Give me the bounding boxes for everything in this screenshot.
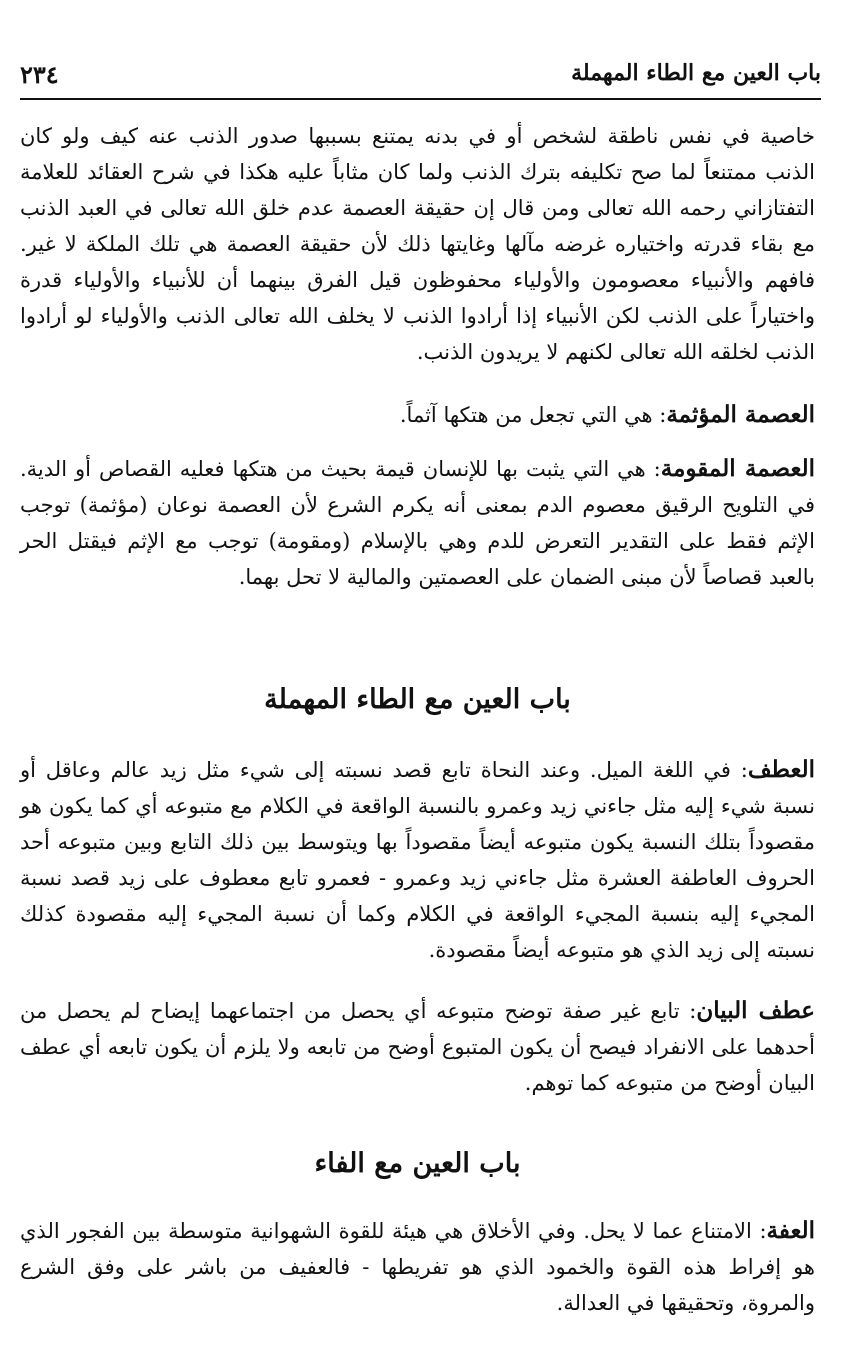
page-number: ٢٣٤ — [20, 60, 59, 89]
entry-iffah — [20, 1213, 815, 1321]
paragraph-text: خاصية في نفس ناطقة لشخص أو في بدنه يمتنع بسببها صدور الذنب عنه كيف ولو كان الذنب ممتنعاً لما صح تكليفه بترك الذنب ولما كان مثاباً عليه هكذا في شرح العقائد للعلامة التفتازاني رحمه الله تعالى ومن قال إن حقيقة العصمة عدم خلق الله تعالى في العبد الذنب مع بقاء قدرته واختياره غرضه مآلها وغايتها ذلك لأن حقيقة العصمة هي تلك الملكة لا غير. فافهم والأنبياء معصومون والأولياء محفوظون قيل الفرق بينهما أن للأنبياء والأولياء قدرة واختياراً على الذنب لكن الأنبياء إذا أرادوا الذنب لا يخلف الله تعالى الذنب والأولياء لو أرادوا الذنب لخلقه الله تعالى لكنهم لا يريدون الذنب. — [20, 124, 815, 364]
running-header — [20, 58, 821, 100]
chapter-heading-ayn-ta: باب العين مع الطاء المهملة — [264, 684, 571, 715]
entry-term: العصمة المقومة — [660, 455, 815, 482]
entry-text: : في اللغة الميل. وعند النحاة تابع قصد نسبته إلى شيء مثل زيد عالم وعاقل أو نسبة شيء إليه مثل جاءني زيد وعمرو بالنسبة الواقعة في الكلام مع متبوعه أي كما يكون هو مقصوداً بتلك النسبة يكون متبوعه أيضاً مقصوداً بها ويتوسط بين ذلك التابع وبين متبوعه أحد الحروف العاطفة العشرة مثل جاءني زيد وعمرو - فعمرو تابع معطوف على زيد قصد نسبة المجيء إليه بنسبة المجيء الواقعة في الكلام وكما أن نسبة المجيء إليه مقصودة كذلك نسبته إلى زيد الذي هو متبوعه أيضاً مقصودة. — [20, 758, 815, 962]
entry-text: : هي التي يثبت بها للإنسان قيمة بحيث من هتكها فعليه القصاص أو الدية. في التلويح الرقيق معصوم الدم بمعنى أنه يكرم الشرع لأن العصمة نوعان (مؤثمة) توجب الإثم فقط على التقدير التعرض للدم وهي بالإسلام (ومقومة) توجب مع الإثم فيقتل الحر بالعبد قصاصاً لأن مبنى الضمان على العصمتين والمالية لا تحل بهما. — [20, 457, 815, 589]
entry-term: عطف البيان — [696, 997, 816, 1024]
entry-term: العفة — [766, 1217, 815, 1244]
entry-atf-bayan — [20, 993, 815, 1101]
entry-term: العطف — [747, 756, 815, 783]
entry-atf — [20, 752, 815, 968]
entry-term: العصمة المؤثمة — [666, 401, 815, 428]
paragraph-ismah-definition — [20, 118, 815, 370]
entry-text: : الامتناع عما لا يحل. وفي الأخلاق هي هيئة للقوة الشهوانية متوسطة بين الفجور الذي هو إفراط هذه القوة والخمود الذي هو تفريطها - فالعفيف من باشر على وفق الشرع والمروة، وتحقيقها في العدالة. — [20, 1219, 815, 1315]
entry-ismah-muqawwimah — [20, 451, 815, 595]
running-title: باب العين مع الطاء المهملة — [571, 60, 821, 86]
entry-ismah-muaththimah — [20, 397, 815, 433]
entry-text: : تابع غير صفة توضح متبوعه أي يحصل من اجتماعهما إيضاح لم يحصل من أحدهما على الانفراد فيصح أن يكون المتبوع أوضح من تابعه ولا يلزم أن يكون تابعه أي عطف البيان أوضح من متبوعه كما توهم. — [20, 999, 815, 1095]
chapter-heading-ayn-fa: باب العين مع الفاء — [314, 1148, 521, 1179]
entry-text: : هي التي تجعل من هتكها آثماً. — [399, 403, 667, 427]
